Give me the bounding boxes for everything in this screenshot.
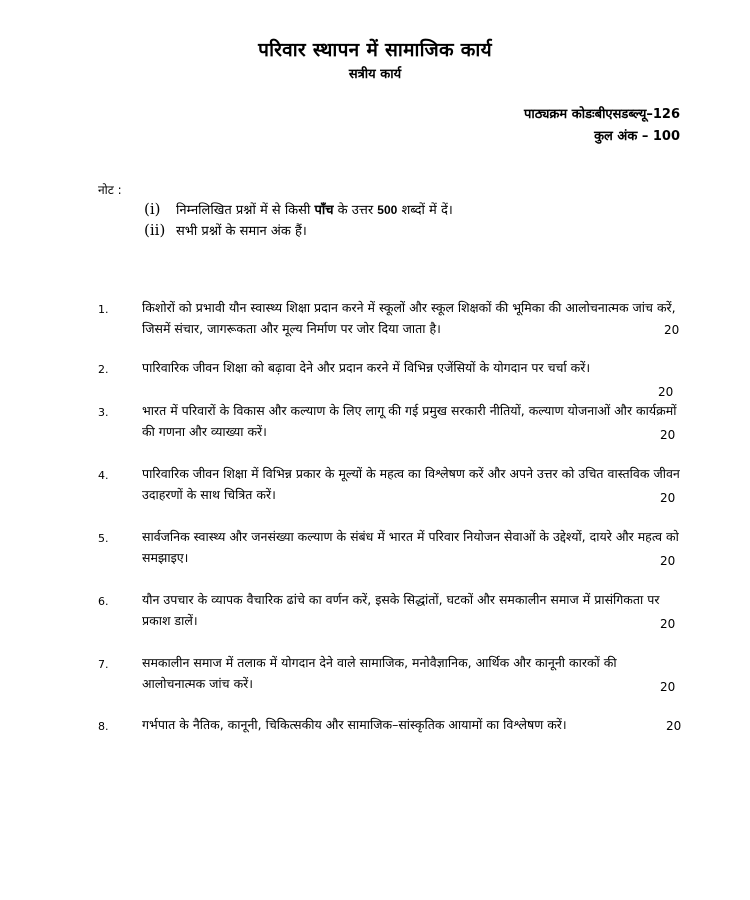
- question-number: 6.: [98, 595, 109, 608]
- page-title: परिवार स्थापन में सामाजिक कार्य: [258, 39, 492, 61]
- question-number: 2.: [98, 363, 109, 376]
- page-subtitle: सत्रीय कार्य: [348, 67, 402, 82]
- question-text: समकालीन समाज में तलाक में योगदान देने वाले सामाजिक, मनोवैज्ञानिक, आर्थिक और कानूनी कारकों की आलोचनात्मक जांच करें।: [142, 655, 617, 691]
- question-text: भारत में परिवारों के विकास और कल्याण के लिए लागू की गई प्रमुख सरकारी नीतियों, कल्याण योजनाओं और कार्यक्रमों की गणना और व्याख्या करें।: [142, 403, 677, 439]
- question-number: 1.: [98, 303, 109, 316]
- question-number: 8.: [98, 720, 109, 733]
- question-text: पारिवारिक जीवन शिक्षा में विभिन्न प्रकार के मूल्यों के महत्व का विश्लेषण करें और अपने उत्तर को उचित वास्तविक जीवन उदाहरणों के साथ चित्रित करें।: [142, 466, 680, 502]
- question-marks: 20: [660, 680, 676, 694]
- question-number: 4.: [98, 469, 109, 482]
- note-item-number: (i): [144, 200, 161, 218]
- question-number: 3.: [98, 406, 109, 419]
- note-item-bold-count: पाँच: [314, 203, 334, 218]
- note-item-text: के उत्तर: [333, 203, 378, 218]
- question-text: यौन उपचार के व्यापक वैचारिक ढांचे का वर्णन करें, इसके सिद्धांतों, घटकों और समकालीन समाज में प्रासंगिकता पर प्रकाश डालें।: [142, 592, 660, 628]
- question-text: पारिवारिक जीवन शिक्षा को बढ़ावा देने और प्रदान करने में विभिन्न एजेंसियों के योगदान पर चर्चा करें।: [142, 360, 591, 375]
- course-code: पाठ्यक्रम कोडःबीएसडब्ल्यू–126: [524, 107, 680, 122]
- note-label: नोट :: [98, 183, 122, 197]
- note-item-2: [144, 221, 307, 239]
- note-item-bold-words: 500: [377, 203, 398, 217]
- question-text: सार्वजनिक स्वास्थ्य और जनसंख्या कल्याण के संबंध में भारत में परिवार नियोजन सेवाओं के उद्देश्यों, दायरे और महत्व को समझाइए।: [142, 529, 679, 565]
- question-text: गर्भपात के नैतिक, कानूनी, चिकित्सकीय और सामाजिक–सांस्कृतिक आयामों का विश्लेषण करें।: [142, 717, 567, 732]
- question-number: 7.: [98, 658, 109, 671]
- question-marks: 20: [666, 719, 682, 733]
- question-marks: 20: [658, 385, 674, 399]
- question-marks: 20: [664, 323, 680, 337]
- note-item-number: (ii): [144, 221, 166, 239]
- question-marks: 20: [660, 428, 676, 442]
- question-text: किशोरों को प्रभावी यौन स्वास्थ्य शिक्षा प्रदान करने में स्कूलों और स्कूल शिक्षकों की भूमिका की आलोचनात्मक जांच करें, जिसमें संचार, जागरूकता और मूल्य निर्माण पर जोर दिया जाता है।: [142, 300, 676, 336]
- question-marks: 20: [660, 554, 676, 568]
- note-item-1: [144, 200, 453, 218]
- question-marks: 20: [660, 617, 676, 631]
- note-item-text: निम्नलिखित प्रश्नों में से किसी: [176, 203, 315, 218]
- question-number: 5.: [98, 532, 109, 545]
- note-item-text: शब्दों में दें।: [397, 203, 453, 218]
- note-item-text: सभी प्रश्नों के समान अंक हैं।: [176, 224, 307, 239]
- question-marks: 20: [660, 491, 676, 505]
- total-marks: कुल अंक – 100: [594, 129, 680, 144]
